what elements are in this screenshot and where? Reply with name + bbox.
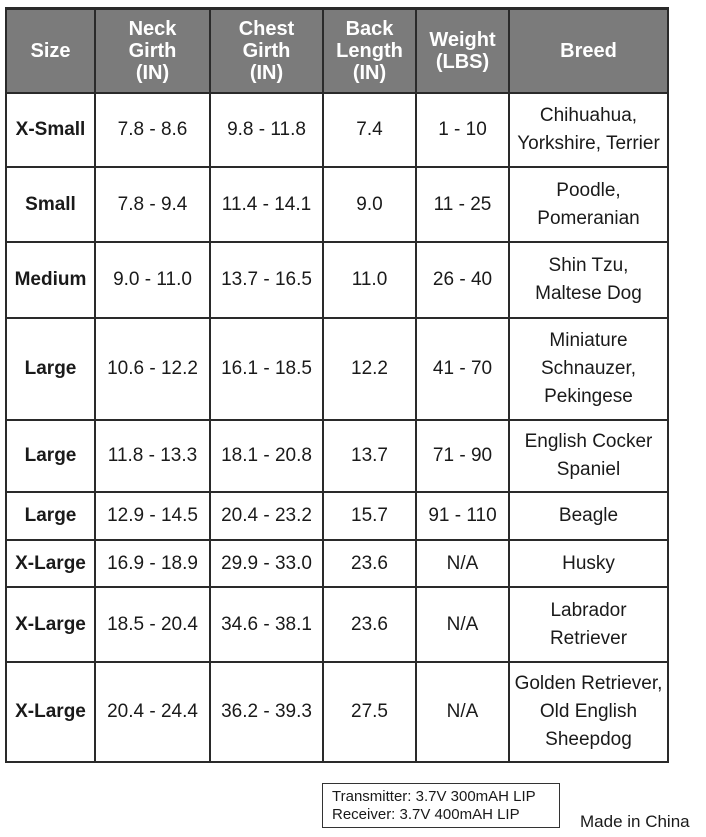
size-chart-table — [5, 7, 669, 763]
header-size: Size — [6, 9, 95, 94]
cell-breed: Golden Retriever, Old English Sheepdog — [509, 662, 668, 762]
cell-breed: English Cocker Spaniel — [509, 420, 668, 492]
cell-size: X-Large — [6, 587, 95, 662]
cell-breed: Chihuahua, Yorkshire, Terrier — [509, 93, 668, 167]
cell-weight: N/A — [416, 587, 509, 662]
cell-size: Large — [6, 420, 95, 492]
table-row — [6, 93, 668, 167]
cell-neck: 16.9 - 18.9 — [95, 540, 210, 587]
cell-neck: 11.8 - 13.3 — [95, 420, 210, 492]
header-chest-girth: Chest Girth (IN) — [210, 9, 323, 94]
cell-chest: 29.9 - 33.0 — [210, 540, 323, 587]
cell-neck: 7.8 - 9.4 — [95, 167, 210, 242]
cell-chest: 34.6 - 38.1 — [210, 587, 323, 662]
cell-chest: 20.4 - 23.2 — [210, 492, 323, 540]
cell-size: Small — [6, 167, 95, 242]
table-row — [6, 420, 668, 492]
header-row — [6, 9, 668, 94]
cell-back: 23.6 — [323, 540, 416, 587]
cell-back: 11.0 — [323, 242, 416, 318]
cell-back: 12.2 — [323, 318, 416, 420]
cell-size: Large — [6, 492, 95, 540]
cell-chest: 13.7 - 16.5 — [210, 242, 323, 318]
cell-weight: 91 - 110 — [416, 492, 509, 540]
cell-weight: N/A — [416, 662, 509, 762]
cell-weight: N/A — [416, 540, 509, 587]
table-row — [6, 318, 668, 420]
cell-size: X-Large — [6, 540, 95, 587]
cell-back: 7.4 — [323, 93, 416, 167]
cell-chest: 36.2 - 39.3 — [210, 662, 323, 762]
cell-chest: 11.4 - 14.1 — [210, 167, 323, 242]
header-back-length: Back Length (IN) — [323, 9, 416, 94]
cell-weight: 71 - 90 — [416, 420, 509, 492]
cell-back: 13.7 — [323, 420, 416, 492]
cell-breed: Beagle — [509, 492, 668, 540]
transmitter-battery: Transmitter: 3.7V 300mAH LIP — [332, 788, 536, 805]
cell-chest: 16.1 - 18.5 — [210, 318, 323, 420]
cell-neck: 18.5 - 20.4 — [95, 587, 210, 662]
cell-weight: 1 - 10 — [416, 93, 509, 167]
cell-neck: 10.6 - 12.2 — [95, 318, 210, 420]
cell-back: 15.7 — [323, 492, 416, 540]
cell-weight: 26 - 40 — [416, 242, 509, 318]
table-row — [6, 540, 668, 587]
cell-breed: Husky — [509, 540, 668, 587]
cell-size: Large — [6, 318, 95, 420]
cell-breed: Poodle, Pomeranian — [509, 167, 668, 242]
cell-back: 9.0 — [323, 167, 416, 242]
table-row — [6, 167, 668, 242]
cell-neck: 12.9 - 14.5 — [95, 492, 210, 540]
cell-back: 27.5 — [323, 662, 416, 762]
table-row — [6, 242, 668, 318]
cell-neck: 9.0 - 11.0 — [95, 242, 210, 318]
table-row — [6, 662, 668, 762]
cell-breed: Labrador Retriever — [509, 587, 668, 662]
table-row — [6, 492, 668, 540]
cell-breed: Miniature Schnauzer, Pekingese — [509, 318, 668, 420]
header-neck-girth: Neck Girth (IN) — [95, 9, 210, 94]
table-row — [6, 587, 668, 662]
cell-size: Medium — [6, 242, 95, 318]
cell-size: X-Large — [6, 662, 95, 762]
cell-chest: 18.1 - 20.8 — [210, 420, 323, 492]
made-in-label: Made in China — [580, 812, 690, 831]
cell-weight: 11 - 25 — [416, 167, 509, 242]
receiver-battery: Receiver: 3.7V 400mAH LIP — [332, 806, 520, 823]
cell-back: 23.6 — [323, 587, 416, 662]
cell-weight: 41 - 70 — [416, 318, 509, 420]
cell-neck: 20.4 - 24.4 — [95, 662, 210, 762]
header-breed: Breed — [509, 9, 668, 94]
header-weight: Weight (LBS) — [416, 9, 509, 94]
cell-size: X-Small — [6, 93, 95, 167]
cell-chest: 9.8 - 11.8 — [210, 93, 323, 167]
cell-neck: 7.8 - 8.6 — [95, 93, 210, 167]
battery-info-box — [322, 783, 560, 828]
cell-breed: Shin Tzu, Maltese Dog — [509, 242, 668, 318]
